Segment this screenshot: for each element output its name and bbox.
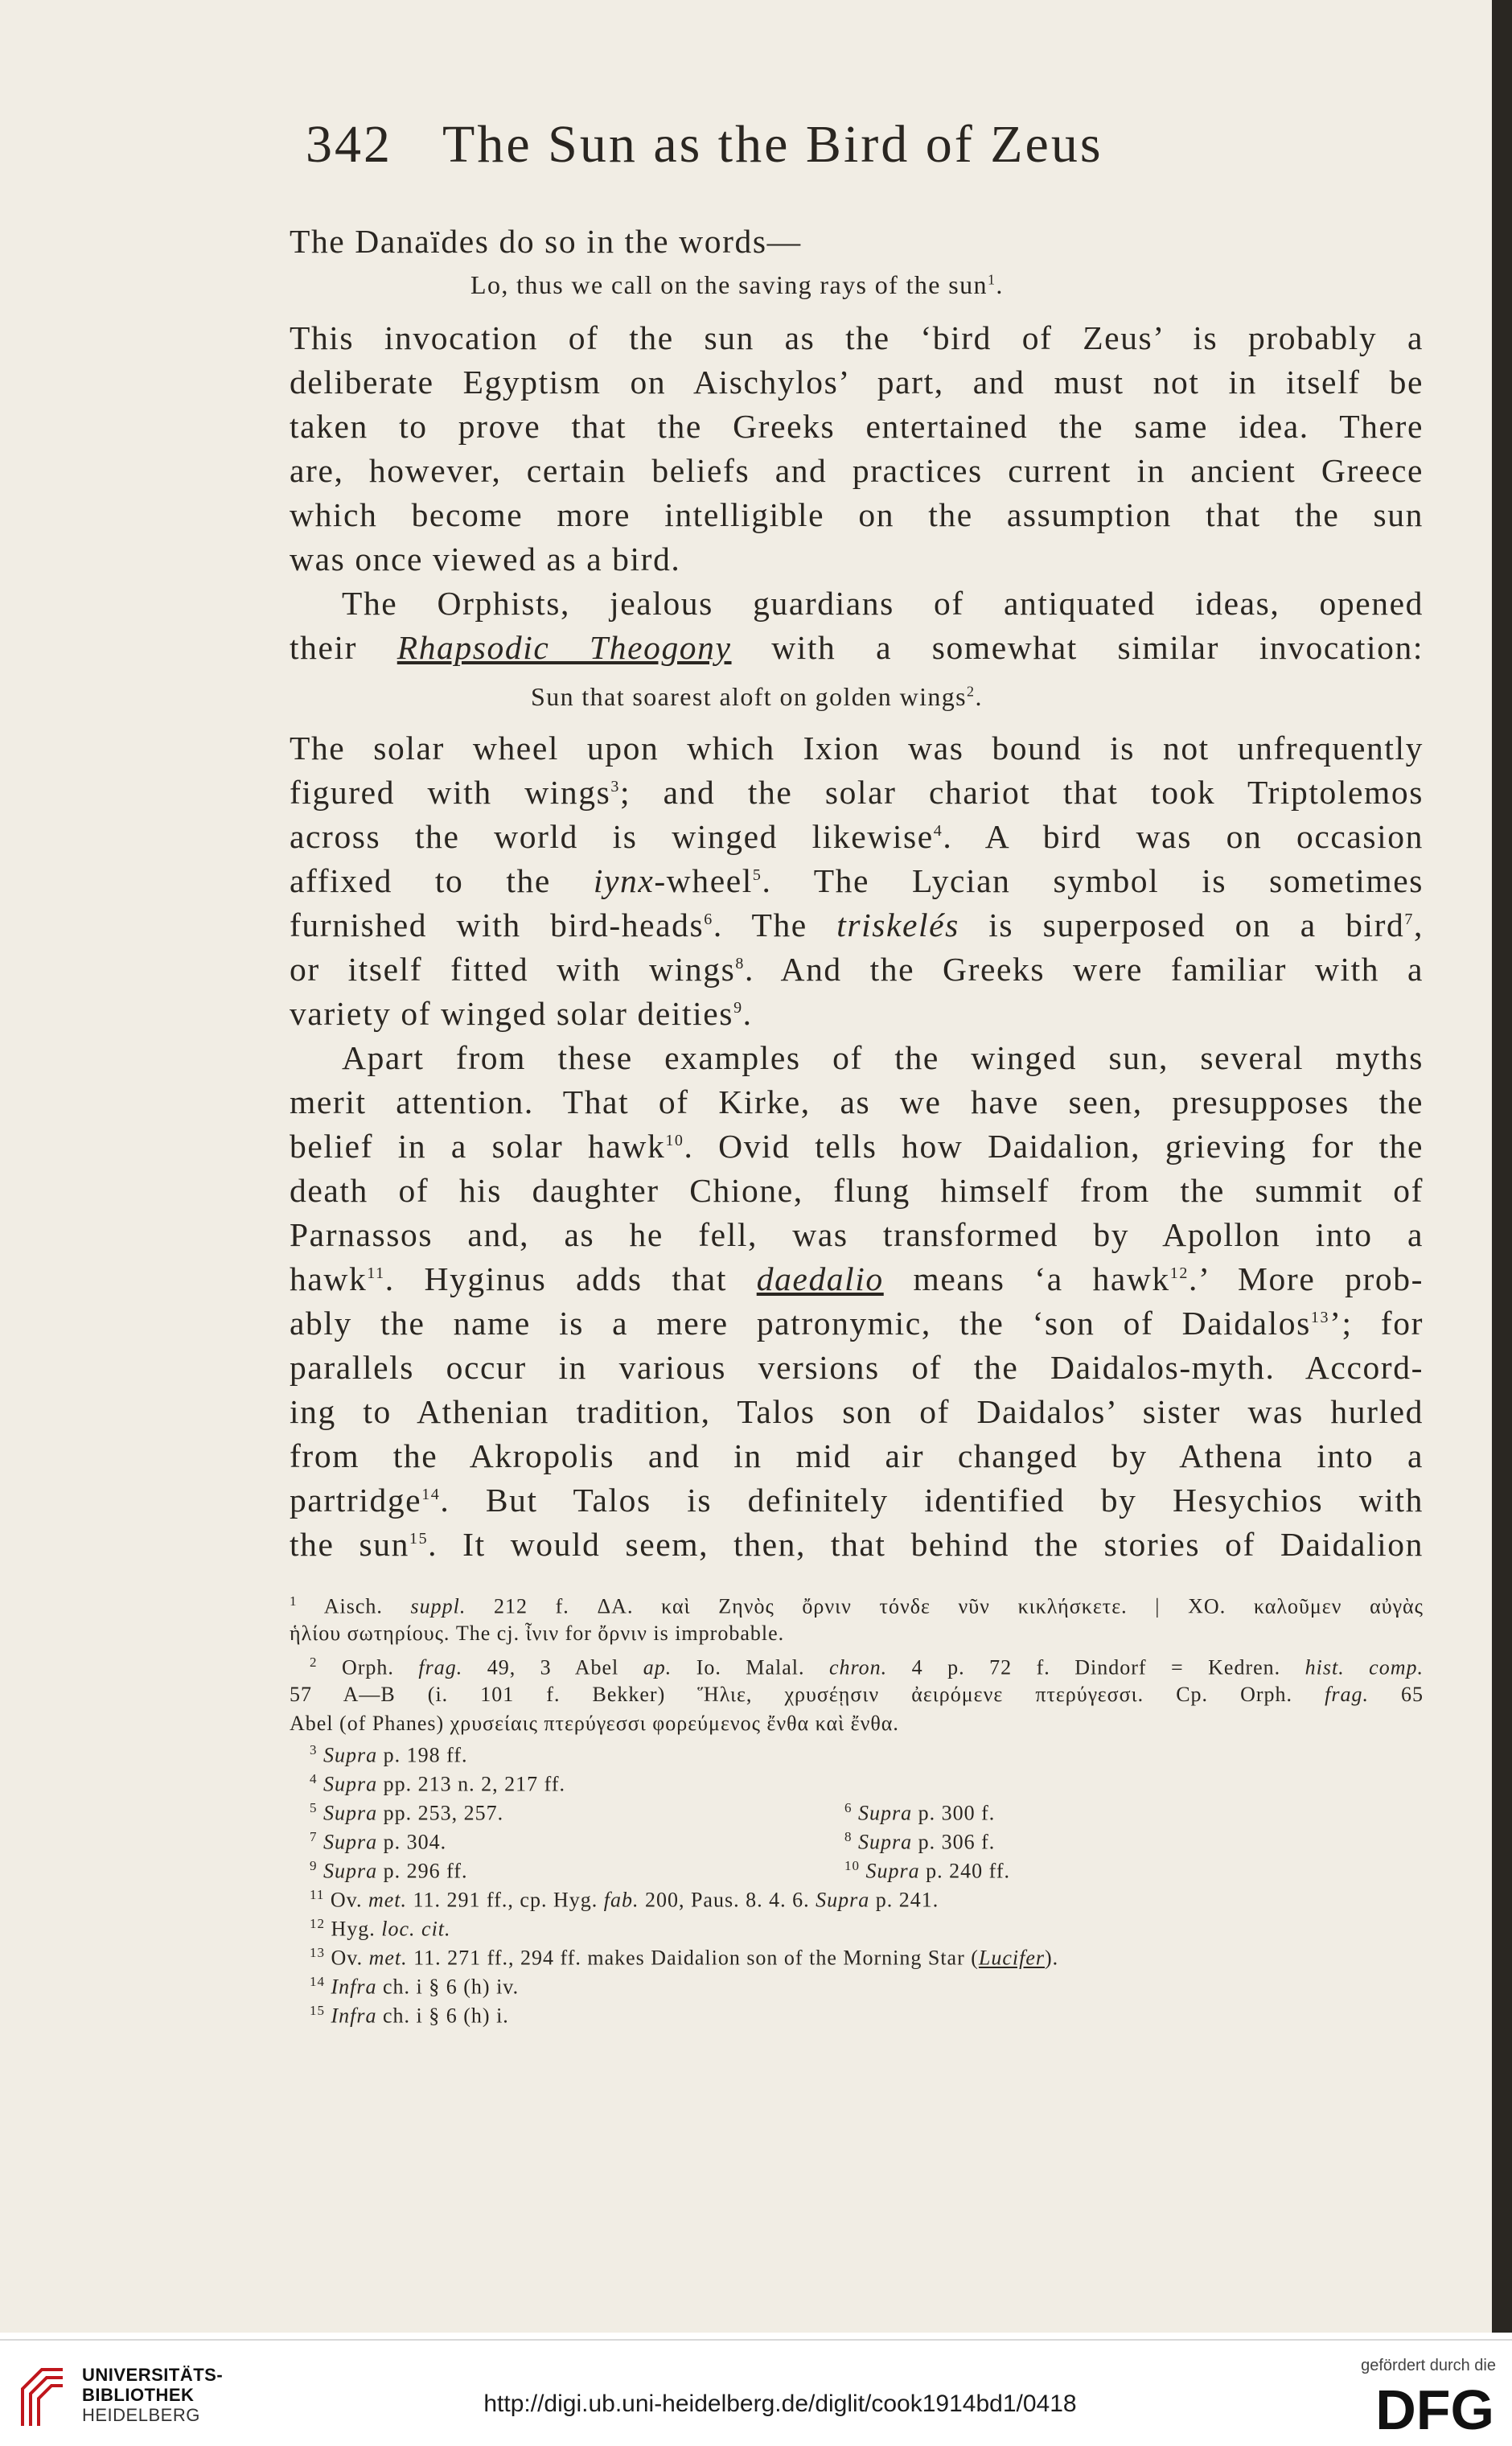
footnote: $^{12}$ Hyg. loc. cit.: [310, 1916, 451, 1941]
text-line: ably the name is a mere patronymic, the ‘son of Daidalos$^{13}$’; for: [290, 1305, 1424, 1342]
text-line: affixed to the iynx-wheel$^5$. The Lycian symbol is sometimes: [290, 862, 1424, 899]
text-line: death of his daughter Chione, flung himself from the summit of: [290, 1172, 1424, 1209]
permalink-url[interactable]: http://digi.ub.uni-heidelberg.de/diglit/cook1914bd1/0418: [483, 2391, 1077, 2417]
text-line: furnished with bird-heads$^6$. The triskelés is superposed on a bird$^7$,: [290, 906, 1424, 943]
text-line: The solar wheel upon which Ixion was bound is not unfrequently: [290, 730, 1424, 767]
running-header: [306, 114, 1391, 175]
footnote: $^{13}$ Ov. met. 11. 271 ff., 294 ff. makes Daidalion son of the Morning Star (Lucifer).: [310, 1945, 1059, 1970]
footer-divider: [0, 2339, 1512, 2341]
footnote: $^1$ Aisch. suppl. 212 f. ΔΑ. καὶ Ζηνὸς ὄρνιν τόνδε νῦν κικλήσκετε. | ΧΟ. καλοῦμεν αὐγὰς: [290, 1593, 1424, 1618]
text-line: deliberate Egyptism on Aischylos’ part, and must not in itself be: [290, 364, 1424, 401]
text-line: The Danaïdes do so in the words—: [290, 223, 802, 260]
library-name: UNIVERSITÄTS- BIBLIOTHEK HEIDELBERG: [82, 2365, 224, 2425]
text-line: merit attention. That of Kirke, as we have seen, presupposes the: [290, 1083, 1424, 1120]
footnote: $^7$ Supra p. 304.: [310, 1829, 447, 1854]
text-line: across the world is winged likewise$^4$. A bird was on occasion: [290, 818, 1424, 855]
text-line: was once viewed as a bird.: [290, 541, 681, 578]
footnote: $^3$ Supra p. 198 ff.: [310, 1742, 468, 1767]
text-line: their Rhapsodic Theogony with a somewhat similar invocation:: [290, 629, 1424, 666]
text-line: This invocation of the sun as the ‘bird of Zeus’ is probably a: [290, 319, 1424, 356]
text-line: or itself fitted with wings$^8$. And the Greeks were familiar with a: [290, 951, 1424, 988]
footnote-ref: 1: [987, 271, 996, 288]
footnote-continuation: ἡλίου σωτηρίους. The cj. ἶνιν for ὄρνιν is improbable.: [290, 1622, 785, 1645]
footnote: $^8$ Supra p. 306 f.: [844, 1829, 996, 1854]
text-line: variety of winged solar deities$^9$.: [290, 995, 753, 1032]
text-line: taken to prove that the Greeks entertained the same idea. There: [290, 408, 1424, 445]
footnote: $^{14}$ Infra ch. i § 6 (h) iv.: [310, 1974, 520, 1999]
footnote: $^{15}$ Infra ch. i § 6 (h) i.: [310, 2003, 509, 2028]
svg-text:DFG: DFG: [1375, 2378, 1494, 2436]
footnote-continuation: Abel (of Phanes) χρυσείαις πτερύγεσσι φορεύμενος ἔνθα καὶ ἔνθα.: [290, 1712, 899, 1735]
quotation: Lo, thus we call on the saving rays of the sun$^1$.: [470, 270, 1004, 299]
running-title: The Sun as the Bird of Zeus: [442, 115, 1103, 174]
text-line: partridge$^{14}$. But Talos is definitely identified by Hesychios with: [290, 1482, 1424, 1519]
footnote: $^{10}$ Supra p. 240 ff.: [844, 1858, 1010, 1883]
quotation: Sun that soarest aloft on golden wings$^2$.: [531, 682, 983, 711]
book-edge-shadow: [1492, 0, 1512, 2333]
footnote: $^9$ Supra p. 296 ff.: [310, 1858, 468, 1883]
page-number: 342: [306, 115, 392, 174]
text-line: figured with wings$^3$; and the solar chariot that took Triptolemos: [290, 774, 1424, 811]
footnote: $^5$ Supra pp. 253, 257.: [310, 1800, 504, 1825]
text-line: hawk$^{11}$. Hyginus adds that daedalio means ‘a hawk$^{12}$.’ More prob-: [290, 1260, 1424, 1297]
footnote: $^{11}$ Ov. met. 11. 291 ff., cp. Hyg. fab. 200, Paus. 8. 4. 6. Supra p. 241.: [310, 1887, 939, 1912]
text-line: Apart from these examples of the winged sun, several myths: [342, 1039, 1424, 1076]
book-page: [265, 97, 1424, 2268]
text-line: ing to Athenian tradition, Talos son of Daidalos’ sister was hurled: [290, 1393, 1424, 1430]
footnote: $^2$ Orph. frag. 49, 3 Abel ap. Io. Malal. chron. 4 p. 72 f. Dindorf = Kedren. hist. comp.: [310, 1655, 1424, 1679]
text-line: from the Akropolis and in mid air changed by Athena into a: [290, 1437, 1424, 1474]
text-line: which become more intelligible on the assumption that the sun: [290, 496, 1424, 533]
footnote-ref: 2: [967, 683, 976, 700]
text-line: the sun$^{15}$. It would seem, then, that behind the stories of Daidalion: [290, 1526, 1424, 1563]
funding-note: gefördert durch die: [1361, 2357, 1496, 2374]
text-line: Parnassos and, as he fell, was transformed by Apollon into a: [290, 1216, 1424, 1253]
text-line: parallels occur in various versions of the Daidalos-myth. Accord-: [290, 1349, 1424, 1386]
text-line: belief in a solar hawk$^{10}$. Ovid tells how Daidalion, grieving for the: [290, 1128, 1424, 1165]
dfg-logo-icon: [1351, 2378, 1496, 2436]
footnote-continuation: 57 A—B (i. 101 f. Bekker) Ἥλιε, χρυσέῃσιν ἀειρόμενε πτερύγεσσι. Cp. Orph. frag. 65: [290, 1683, 1424, 1706]
text-line: are, however, certain beliefs and practices current in ancient Greece: [290, 452, 1424, 489]
footnote: $^6$ Supra p. 300 f.: [844, 1800, 996, 1825]
text-line: The Orphists, jealous guardians of antiquated ideas, opened: [342, 585, 1424, 622]
footnote: $^4$ Supra pp. 213 n. 2, 217 ff.: [310, 1771, 565, 1796]
viewer-footer: [0, 2333, 1512, 2446]
